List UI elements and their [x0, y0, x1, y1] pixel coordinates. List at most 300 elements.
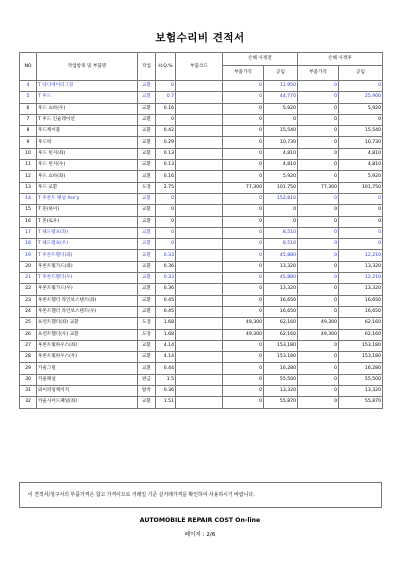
row-part-code: [176, 239, 223, 250]
row-part-code: [176, 273, 223, 284]
row-no: 13: [20, 182, 37, 193]
row-part-code: [176, 386, 223, 397]
row-before-wage: 62,160: [264, 329, 298, 340]
row-item: 프런트휀더(좌) 교환: [37, 318, 138, 329]
row-before-wage: 153,180: [264, 340, 298, 351]
row-before-wage: 8,510: [264, 239, 298, 250]
row-item: 후드케이블: [37, 126, 138, 137]
row-after-wage: 13,320: [339, 284, 383, 295]
row-before-wage: 10,730: [264, 137, 298, 148]
row-before-part-price: 0: [223, 239, 264, 250]
row-before-wage: 101,750: [264, 182, 298, 193]
row-work: 교환: [138, 92, 156, 103]
row-hq: 1.68: [156, 318, 176, 329]
row-hq: 4.14: [156, 352, 176, 363]
row-no: 27: [20, 340, 37, 351]
row-item: 카울그릴: [37, 363, 138, 374]
table-row: [20, 318, 383, 329]
row-after-part-price: 0: [298, 160, 339, 171]
row-after-part-price: 0: [298, 205, 339, 216]
row-before-wage: 0: [264, 205, 298, 216]
row-after-part-price: 0: [298, 363, 339, 374]
header-part-code: 부품코드: [176, 53, 223, 81]
row-after-part-price: 0: [298, 306, 339, 317]
header-before-part-price: 부품가격: [223, 66, 264, 81]
row-hq: 0.42: [156, 126, 176, 137]
row-part-code: [176, 160, 223, 171]
header-after-adjustment: 손해 사정후: [298, 53, 383, 66]
row-before-wage: 4,810: [264, 160, 298, 171]
row-before-wage: 16,650: [264, 295, 298, 306]
row-part-code: [176, 306, 223, 317]
row-hq: 0.13: [156, 148, 176, 159]
row-before-wage: 13,320: [264, 284, 298, 295]
row-after-part-price: 0: [298, 374, 339, 385]
row-no: 29: [20, 363, 37, 374]
row-after-part-price: 49,300: [298, 329, 339, 340]
row-after-part-price: 0: [298, 284, 339, 295]
row-before-wage: 152,810: [264, 193, 298, 204]
row-work: 교환: [138, 239, 156, 250]
row-before-part-price: 0: [223, 148, 264, 159]
row-part-code: [176, 352, 223, 363]
row-after-wage: 62,160: [339, 318, 383, 329]
row-no: 25: [20, 318, 37, 329]
row-item: 카울사이드패널(좌): [37, 397, 138, 408]
row-work: 교환: [138, 363, 156, 374]
table-row: [20, 81, 383, 92]
table-row: [20, 306, 383, 317]
row-item: 후론트휠가드(좌): [37, 261, 138, 272]
row-before-wage: 153,180: [264, 352, 298, 363]
row-no: 9: [20, 137, 37, 148]
row-part-code: [176, 318, 223, 329]
row-after-wage: 0: [339, 227, 383, 238]
row-hq: 0: [156, 81, 176, 92]
row-hq: 0.36: [156, 284, 176, 295]
row-before-part-price: 49,300: [223, 329, 264, 340]
row-after-wage: 13,320: [339, 261, 383, 272]
row-before-part-price: 0: [223, 126, 264, 137]
row-hq: 0.45: [156, 306, 176, 317]
row-no: 14: [20, 193, 37, 204]
row-after-wage: 62,160: [339, 329, 383, 340]
row-no: 19: [20, 250, 37, 261]
row-work: 판금: [138, 374, 156, 385]
row-part-code: [176, 182, 223, 193]
row-part-code: [176, 397, 223, 408]
header-work: 작업: [138, 53, 156, 81]
table-row: [20, 171, 383, 182]
row-after-part-price: 77,300: [298, 182, 339, 193]
row-item: 후론트휠하우스(우): [37, 352, 138, 363]
row-before-part-price: 0: [223, 114, 264, 125]
row-no: 30: [20, 374, 37, 385]
row-no: 23: [20, 295, 37, 306]
row-item: 후드락: [37, 137, 138, 148]
row-no: 24: [20, 306, 37, 317]
row-hq: 0.44: [156, 363, 176, 374]
row-no: 16: [20, 216, 37, 227]
row-after-wage: 55,870: [339, 397, 383, 408]
row-before-wage: 44,770: [264, 92, 298, 103]
row-work: 교환: [138, 216, 156, 227]
table-row: [20, 193, 383, 204]
row-work: 교환: [138, 148, 156, 159]
table-row: [20, 114, 383, 125]
table-row: [20, 126, 383, 137]
row-part-code: [176, 284, 223, 295]
row-before-part-price: 0: [223, 81, 264, 92]
table-row: [20, 227, 383, 238]
row-no: 20: [20, 261, 37, 272]
table-row: [20, 103, 383, 114]
table-row: [20, 386, 383, 397]
row-before-wage: 55,500: [264, 374, 298, 385]
header-no: NO: [20, 53, 37, 81]
row-no: 18: [20, 239, 37, 250]
row-hq: 0: [156, 205, 176, 216]
table-row: [20, 374, 383, 385]
row-after-part-price: 0: [298, 114, 339, 125]
row-hq: 0.29: [156, 137, 176, 148]
row-after-part-price: 0: [298, 216, 339, 227]
row-hq: 0: [156, 227, 176, 238]
row-hq: 0.33: [156, 273, 176, 284]
table-row: [20, 295, 383, 306]
row-part-code: [176, 340, 223, 351]
row-work: 도장: [138, 318, 156, 329]
row-part-code: [176, 363, 223, 374]
table-row: [20, 182, 383, 193]
row-work: 도장: [138, 329, 156, 340]
row-before-part-price: 0: [223, 374, 264, 385]
row-no: 10: [20, 148, 37, 159]
row-before-wage: 0: [264, 114, 298, 125]
row-no: 4: [20, 81, 37, 92]
row-after-wage: 10,730: [339, 137, 383, 148]
row-after-part-price: 0: [298, 340, 339, 351]
table-row: [20, 340, 383, 351]
row-after-part-price: 0: [298, 92, 339, 103]
row-work: 도장: [138, 182, 156, 193]
row-no: 8: [20, 126, 37, 137]
row-item: 후드 힌지(우): [37, 160, 138, 171]
row-after-wage: 16,650: [339, 306, 383, 317]
row-before-part-price: 0: [223, 363, 264, 374]
row-after-wage: 4,810: [339, 148, 383, 159]
row-after-part-price: 0: [298, 81, 339, 92]
row-before-part-price: 0: [223, 352, 264, 363]
row-before-part-price: 77,300: [223, 182, 264, 193]
row-before-wage: 45,880: [264, 250, 298, 261]
row-no: 26: [20, 329, 37, 340]
row-after-wage: 0: [339, 193, 383, 204]
row-no: 28: [20, 352, 37, 363]
row-after-part-price: 0: [298, 227, 339, 238]
row-before-part-price: 0: [223, 92, 264, 103]
row-item: T 후론트휀더(좌): [37, 250, 138, 261]
row-hq: 0: [156, 114, 176, 125]
row-part-code: [176, 114, 223, 125]
row-no: 5: [20, 92, 37, 103]
row-before-part-price: 0: [223, 295, 264, 306]
row-part-code: [176, 374, 223, 385]
row-after-wage: 0: [339, 239, 383, 250]
row-after-part-price: 0: [298, 273, 339, 284]
row-item: 카울패널: [37, 374, 138, 385]
row-no: 15: [20, 205, 37, 216]
row-item: T 후드: [37, 92, 138, 103]
row-before-part-price: 0: [223, 103, 264, 114]
row-after-wage: 12,210: [339, 273, 383, 284]
document-title: 보험수리비 견적서: [155, 32, 245, 44]
row-work: 교환: [138, 261, 156, 272]
row-hq: 0.45: [156, 295, 176, 306]
table-row: [20, 273, 383, 284]
row-part-code: [176, 137, 223, 148]
row-no: 21: [20, 273, 37, 284]
row-no: 12: [20, 171, 37, 182]
row-after-wage: 16,650: [339, 295, 383, 306]
row-before-part-price: 0: [223, 306, 264, 317]
row-part-code: [176, 171, 223, 182]
row-item: T 혼(로우): [37, 216, 138, 227]
row-before-wage: 13,320: [264, 386, 298, 397]
row-no: 17: [20, 227, 37, 238]
row-hq: 4.14: [156, 340, 176, 351]
row-before-wage: 5,920: [264, 171, 298, 182]
row-work: 교환: [138, 295, 156, 306]
row-before-wage: 62,160: [264, 318, 298, 329]
row-before-part-price: 0: [223, 216, 264, 227]
row-after-wage: 13,320: [339, 386, 383, 397]
row-part-code: [176, 193, 223, 204]
row-work: 교환: [138, 284, 156, 295]
row-part-code: [176, 81, 223, 92]
row-work: 교환: [138, 103, 156, 114]
row-part-code: [176, 329, 223, 340]
row-work: 교환: [138, 81, 156, 92]
table-row: [20, 160, 383, 171]
row-part-code: [176, 250, 223, 261]
row-after-part-price: 0: [298, 352, 339, 363]
row-item: T 후론트휀더(우): [37, 273, 138, 284]
row-item: 후드 교환: [37, 182, 138, 193]
row-work: 교환: [138, 126, 156, 137]
row-work: 교환: [138, 250, 156, 261]
row-after-part-price: 0: [298, 250, 339, 261]
estimate-rows: [20, 81, 383, 409]
row-after-part-price: 0: [298, 397, 339, 408]
row-before-wage: 13,320: [264, 261, 298, 272]
row-after-part-price: 0: [298, 295, 339, 306]
header-hq: H.Q.%: [156, 53, 176, 81]
header-item: 작업항목 및 부품명: [37, 53, 138, 81]
row-after-part-price: 0: [298, 103, 339, 114]
row-after-wage: 0: [339, 114, 383, 125]
header-after-wage: 공임: [339, 66, 383, 81]
footer-brand: AUTOMOBILE REPAIR COST On-line: [139, 517, 261, 524]
row-work: 교환: [138, 352, 156, 363]
row-no: 6: [20, 103, 37, 114]
row-after-wage: 0: [339, 81, 383, 92]
row-work: 교환: [138, 340, 156, 351]
row-item: 후론트휠하우스(좌): [37, 340, 138, 351]
row-hq: 0.13: [156, 160, 176, 171]
table-row: [20, 250, 383, 261]
row-before-part-price: 0: [223, 386, 264, 397]
row-item: 후론트휠가드(우): [37, 284, 138, 295]
row-no: 11: [20, 160, 37, 171]
row-before-wage: 16,280: [264, 363, 298, 374]
row-part-code: [176, 227, 223, 238]
row-after-part-price: 0: [298, 126, 339, 137]
row-after-wage: 0: [339, 205, 383, 216]
row-after-wage: 12,210: [339, 250, 383, 261]
row-item: T 라디에이터그릴: [37, 81, 138, 92]
table-row: [20, 284, 383, 295]
row-before-wage: 8,510: [264, 227, 298, 238]
row-before-wage: 45,880: [264, 273, 298, 284]
table-row: [20, 397, 383, 408]
row-before-part-price: 0: [223, 137, 264, 148]
row-item: 후드 쇼바(좌): [37, 171, 138, 182]
page-number: 페이지 : 2/6: [184, 532, 216, 538]
row-hq: 0: [156, 193, 176, 204]
row-hq: 0.36: [156, 261, 176, 272]
header-before-adjustment: 손해 사정전: [223, 53, 298, 66]
row-work: 교환: [138, 227, 156, 238]
row-no: 32: [20, 397, 37, 408]
row-before-part-price: 0: [223, 284, 264, 295]
row-before-part-price: 0: [223, 250, 264, 261]
table-row: [20, 261, 383, 272]
row-item: T 후드 인슐레이션: [37, 114, 138, 125]
row-before-wage: 55,870: [264, 397, 298, 408]
row-before-part-price: 0: [223, 227, 264, 238]
row-work: 교환: [138, 160, 156, 171]
row-item: 프런트휀더(우) 교환: [37, 329, 138, 340]
row-after-wage: 25,900: [339, 92, 383, 103]
row-hq: 0: [156, 239, 176, 250]
row-before-part-price: 0: [223, 397, 264, 408]
row-after-part-price: 0: [298, 171, 339, 182]
row-part-code: [176, 103, 223, 114]
row-after-part-price: 0: [298, 261, 339, 272]
row-before-part-price: 0: [223, 261, 264, 272]
table-row: [20, 329, 383, 340]
row-after-wage: 101,750: [339, 182, 383, 193]
row-hq: 0.33: [156, 250, 176, 261]
row-before-wage: 4,810: [264, 148, 298, 159]
row-work: 교환: [138, 397, 156, 408]
row-hq: 0: [156, 216, 176, 227]
table-row: [20, 148, 383, 159]
row-item: T 헤드램프(우): [37, 239, 138, 250]
row-after-wage: 16,280: [339, 363, 383, 374]
row-before-part-price: 49,300: [223, 318, 264, 329]
table-row: [20, 352, 383, 363]
row-after-part-price: 0: [298, 386, 339, 397]
row-after-wage: 153,180: [339, 352, 383, 363]
row-before-wage: 15,540: [264, 126, 298, 137]
row-after-wage: 0: [339, 216, 383, 227]
row-before-part-price: 0: [223, 193, 264, 204]
row-after-part-price: 0: [298, 193, 339, 204]
row-part-code: [176, 92, 223, 103]
row-item: T 헤드램프(좌): [37, 227, 138, 238]
row-part-code: [176, 261, 223, 272]
row-hq: 1.5: [156, 374, 176, 385]
row-before-part-price: 0: [223, 171, 264, 182]
estimate-table: [19, 52, 383, 409]
row-hq: 0.16: [156, 171, 176, 182]
row-part-code: [176, 126, 223, 137]
disclaimer-note: 이 견적서/청구서의 부품가격은 참고 가격이므로 거래일 기준 실거래가격을 확인하여 사용하시기 바랍니다.: [19, 482, 382, 508]
row-part-code: [176, 205, 223, 216]
row-item: 후론트휀더 라인보스텐트(우): [37, 306, 138, 317]
row-no: 7: [20, 114, 37, 125]
row-work: 교환: [138, 306, 156, 317]
table-row: [20, 363, 383, 374]
row-before-wage: 0: [264, 216, 298, 227]
row-part-code: [176, 295, 223, 306]
table-row: [20, 137, 383, 148]
row-hq: 0.7: [156, 92, 176, 103]
row-work: 교환: [138, 273, 156, 284]
row-item: 후드 힌지(좌): [37, 148, 138, 159]
row-work: 교환: [138, 137, 156, 148]
row-item: T 혼(하이): [37, 205, 138, 216]
row-after-wage: 4,810: [339, 160, 383, 171]
row-work: 교환: [138, 171, 156, 182]
row-after-wage: 55,500: [339, 374, 383, 385]
row-hq: 0.36: [156, 386, 176, 397]
row-before-part-price: 0: [223, 160, 264, 171]
row-before-wage: 16,650: [264, 306, 298, 317]
row-after-part-price: 49,300: [298, 318, 339, 329]
row-before-wage: 5,920: [264, 103, 298, 114]
row-no: 31: [20, 386, 37, 397]
row-work: 탈착: [138, 386, 156, 397]
row-after-wage: 5,920: [339, 171, 383, 182]
row-hq: 1.51: [156, 397, 176, 408]
row-before-part-price: 0: [223, 205, 264, 216]
row-hq: 0.16: [156, 103, 176, 114]
row-item: T 후론트 패널 Ass'y: [37, 193, 138, 204]
table-row: [20, 216, 383, 227]
row-after-wage: 15,540: [339, 126, 383, 137]
row-after-part-price: 0: [298, 239, 339, 250]
row-no: 22: [20, 284, 37, 295]
table-row: [20, 205, 383, 216]
row-part-code: [176, 216, 223, 227]
header-after-part-price: 부품가격: [298, 66, 339, 81]
row-work: 교환: [138, 205, 156, 216]
row-after-part-price: 0: [298, 137, 339, 148]
row-before-part-price: 0: [223, 273, 264, 284]
row-item: 와이퍼링케이지: [37, 386, 138, 397]
row-before-part-price: 0: [223, 340, 264, 351]
table-row: [20, 239, 383, 250]
row-after-part-price: 0: [298, 148, 339, 159]
row-item: 후론트휀더 라인보스텐트(좌): [37, 295, 138, 306]
row-work: 교환: [138, 193, 156, 204]
row-after-wage: 5,920: [339, 103, 383, 114]
row-hq: 1.68: [156, 329, 176, 340]
row-hq: 2.75: [156, 182, 176, 193]
